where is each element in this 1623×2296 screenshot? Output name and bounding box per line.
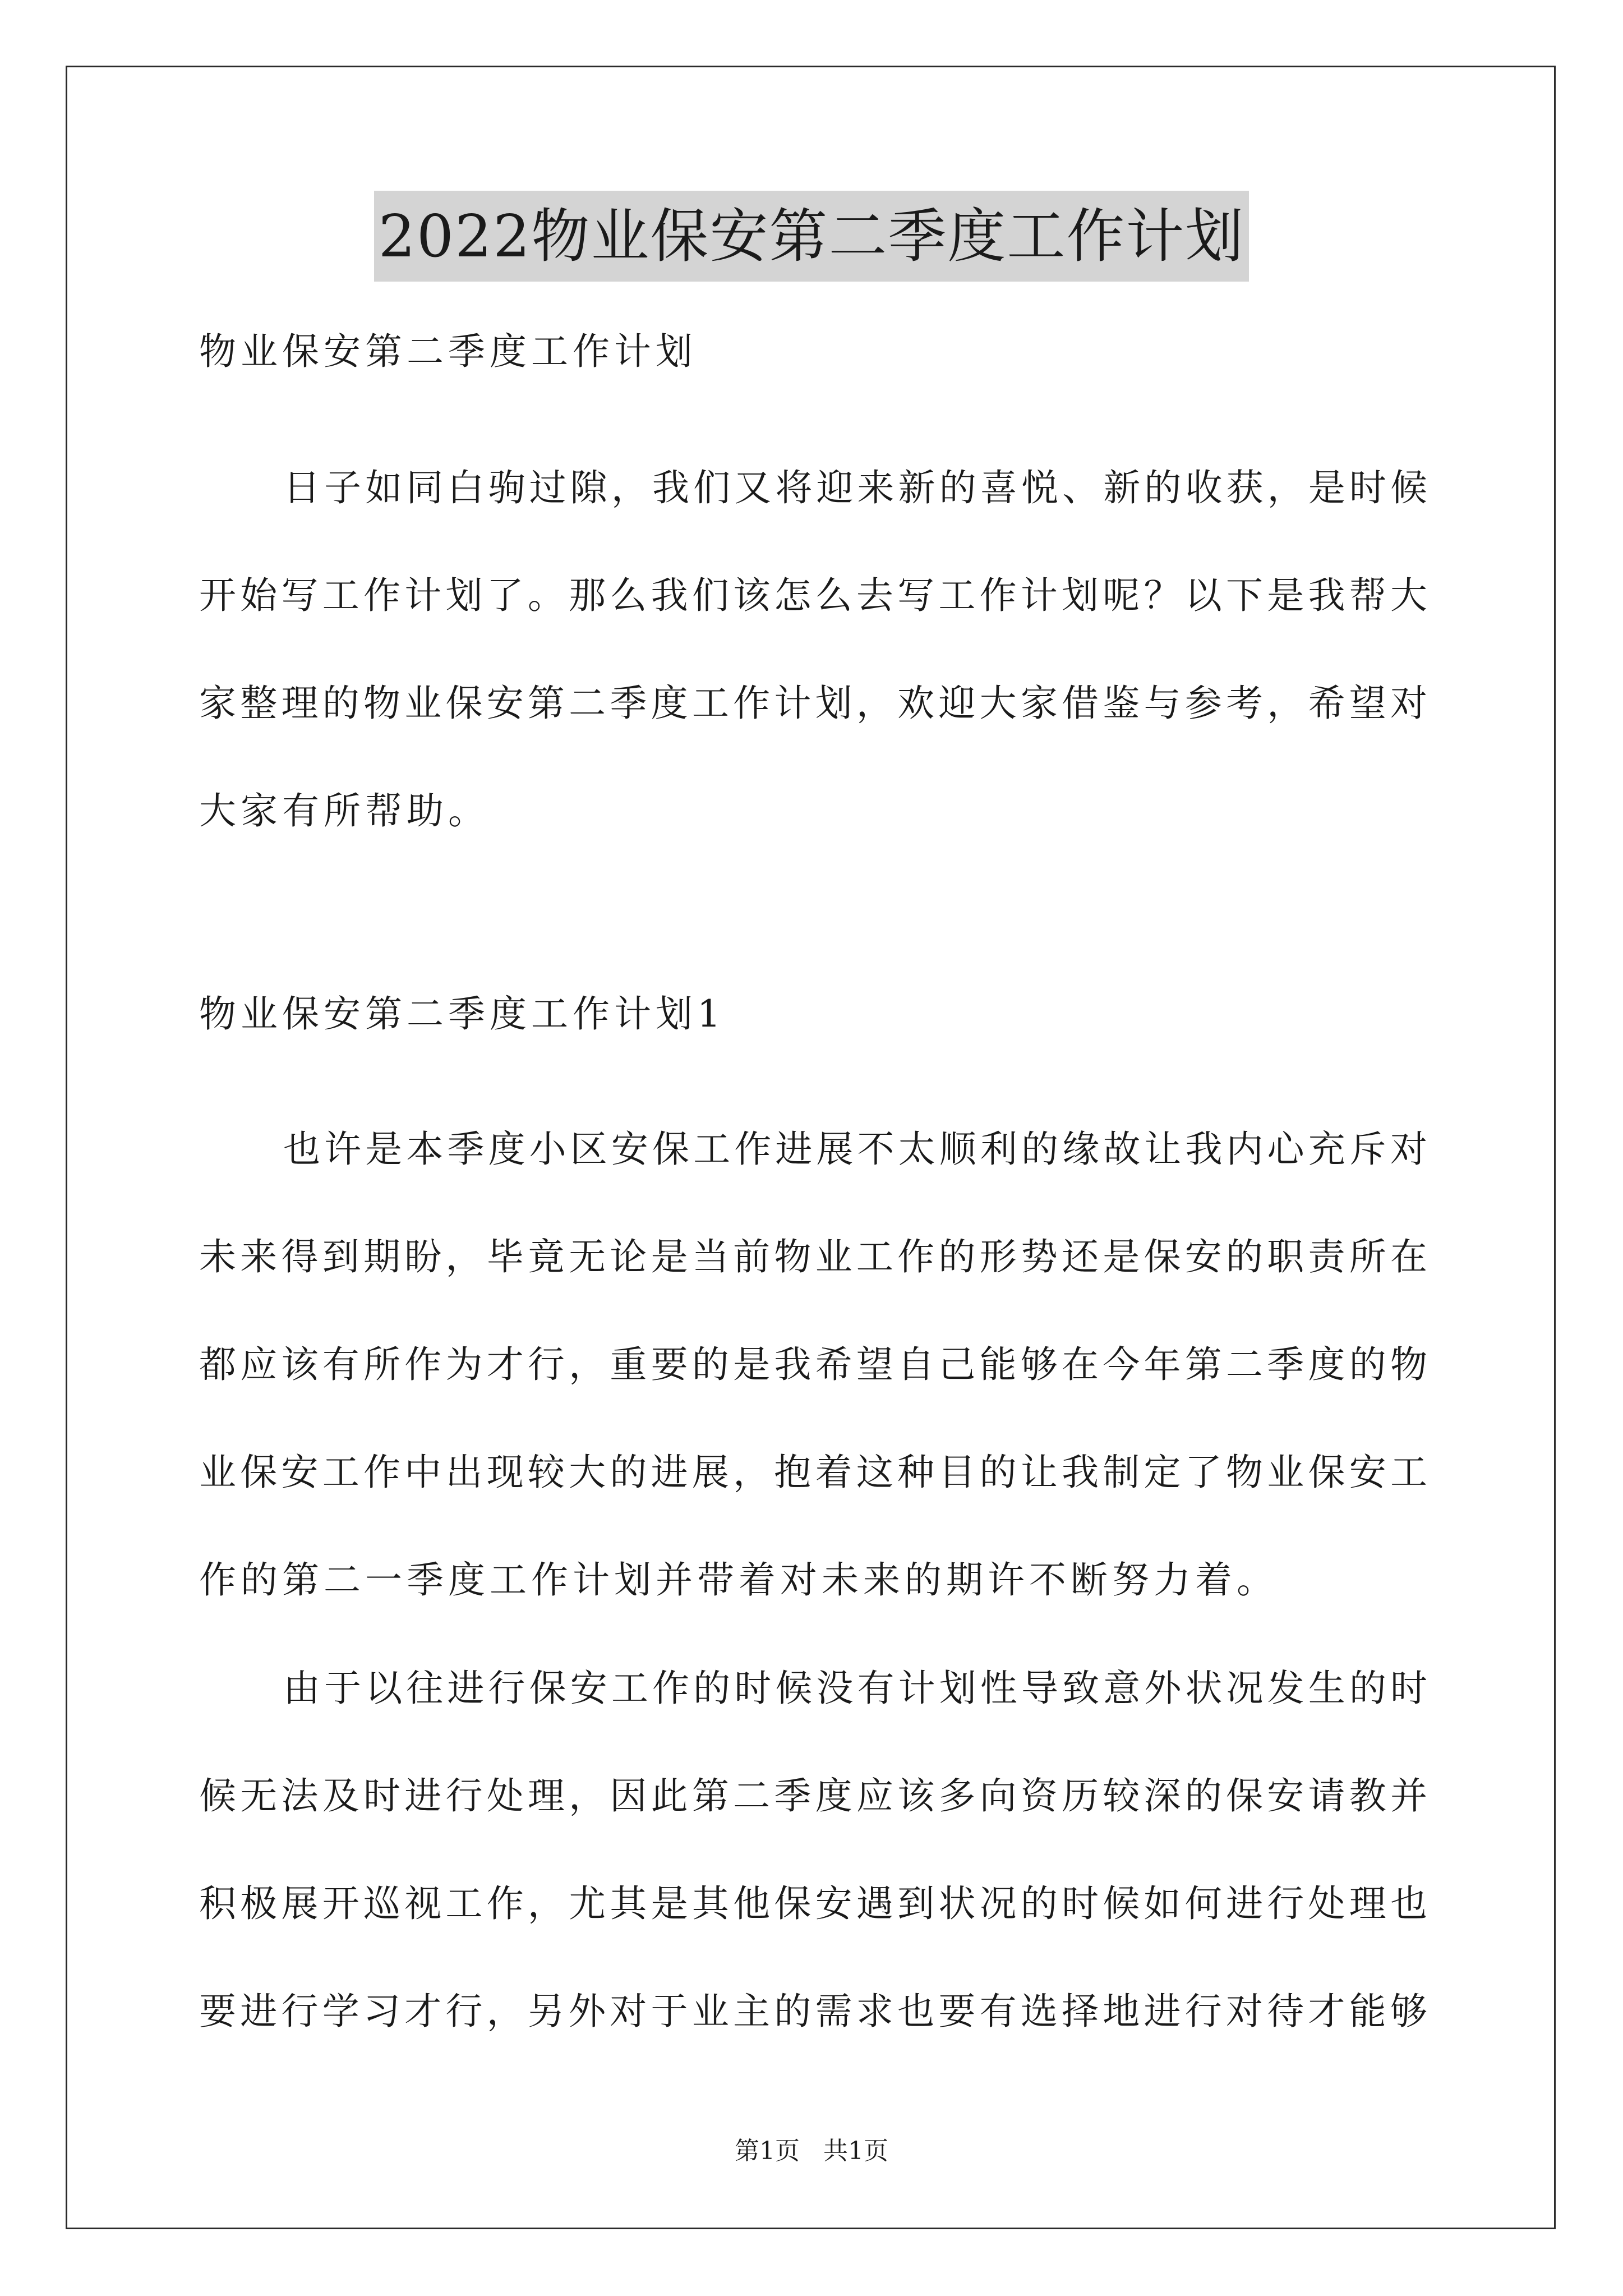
subtitle: 物业保安第二季度工作计划 [199,330,697,373]
paragraph-2-line-4: 要进行学习才行，另外对于业主的需求也要有选择地进行对待才能够 [199,1990,1427,2033]
document-title: 2022物业保安第二季度工作计划 [374,191,1249,282]
paragraph-1-line-3: 都应该有所作为才行，重要的是我希望自己能够在今年第二季度的物 [199,1343,1427,1386]
page-footer: 第1页 共1页 [735,2137,888,2165]
paragraph-1-line-5: 作的第二一季度工作计划并带着对未来的期许不断努力着。 [199,1558,1278,1602]
intro-line-2: 开始写工作计划了。那么我们该怎么去写工作计划呢？以下是我帮大 [199,574,1427,617]
intro-line-1: 日子如同白驹过隙，我们又将迎来新的喜悦、新的收获，是时候 [283,466,1427,509]
intro-line-4: 大家有所帮助。 [199,789,490,832]
title-container [0,191,1623,282]
paragraph-1-line-1: 也许是本季度小区安保工作进展不太顺利的缘故让我内心充斥对 [283,1128,1427,1171]
paragraph-2-line-3: 积极展开巡视工作，尤其是其他保安遇到状况的时候如何进行处理也 [199,1882,1427,1925]
paragraph-2-line-1: 由于以往进行保安工作的时候没有计划性导致意外状况发生的时 [283,1667,1427,1710]
intro-line-3: 家整理的物业保安第二季度工作计划，欢迎大家借鉴与参考，希望对 [199,682,1427,725]
section-heading: 物业保安第二季度工作计划1 [199,992,725,1036]
paragraph-1-line-2: 未来得到期盼，毕竟无论是当前物业工作的形势还是保安的职责所在 [199,1235,1427,1278]
paragraph-1-line-4: 业保安工作中出现较大的进展，抱着这种目的让我制定了物业保安工 [199,1451,1427,1494]
paragraph-2-line-2: 候无法及时进行处理，因此第二季度应该多向资历较深的保安请教并 [199,1774,1427,1818]
